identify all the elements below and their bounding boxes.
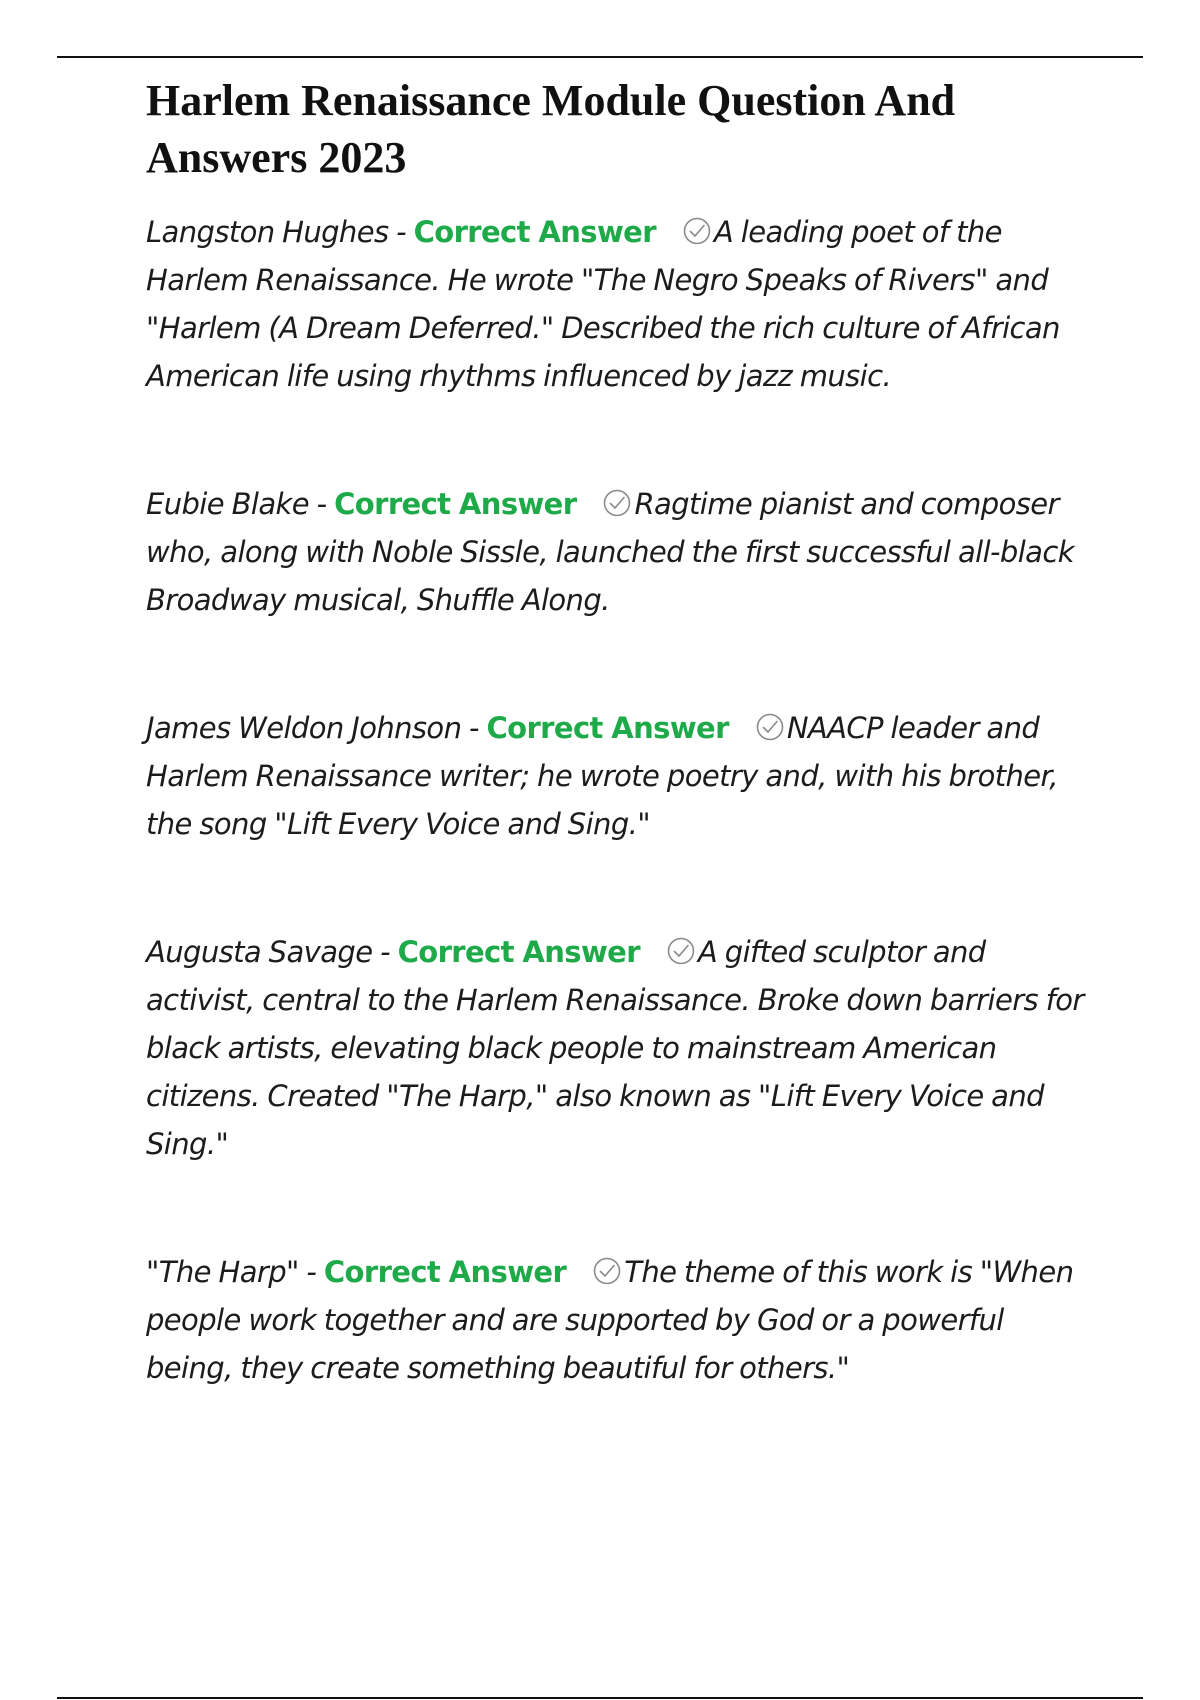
qa-separator: - bbox=[309, 487, 335, 521]
qa-answer: Ragtime pianist and composer who, along with Noble Sissle, launched the first successful all-black Broadway musical, Shuffle Along. bbox=[146, 487, 1074, 617]
qa-item bbox=[146, 928, 1096, 1168]
qa-term: Eubie Blake bbox=[146, 487, 309, 521]
check-circle-icon bbox=[666, 936, 696, 966]
qa-answer: A leading poet of the Harlem Renaissance. He wrote "The Negro Speaks of Rivers" and "Harlem (A Dream Deferred." Described the rich culture of African American life using rhythms influenced by jazz music. bbox=[146, 215, 1060, 393]
qa-item bbox=[146, 480, 1096, 624]
qa-term: "The Harp" bbox=[146, 1255, 299, 1289]
qa-answer: NAACP leader and Harlem Renaissance writer; he wrote poetry and, with his brother, the song "Lift Every Voice and Sing." bbox=[146, 711, 1058, 841]
check-circle-icon bbox=[755, 712, 785, 742]
correct-answer-label: Correct Answer bbox=[334, 487, 577, 521]
qa-answer: A gifted sculptor and activist, central to the Harlem Renaissance. Broke down barriers for black artists, elevating black people to mainstream American citizens. Created "The Harp," also known as "Lift Every Voice and Sing." bbox=[146, 935, 1084, 1161]
correct-answer-label: Correct Answer bbox=[397, 935, 640, 969]
qa-separator: - bbox=[372, 935, 398, 969]
correct-answer-label: Correct Answer bbox=[323, 1255, 567, 1289]
qa-item bbox=[146, 704, 1096, 848]
check-circle-icon bbox=[592, 1256, 622, 1286]
qa-term: James Weldon Johnson bbox=[146, 711, 462, 745]
qa-separator: - bbox=[298, 1255, 324, 1289]
document-title: Harlem Renaissance Module Question And Answers 2023 bbox=[146, 76, 956, 182]
qa-separator: - bbox=[461, 711, 487, 745]
qa-answer: The theme of this work is "When people work together and are supported by God or a powerful being, they create something beautiful for others." bbox=[146, 1255, 1074, 1385]
document-body bbox=[146, 72, 1096, 1392]
top-divider bbox=[57, 56, 1143, 58]
qa-item bbox=[146, 208, 1096, 400]
qa-term: Langston Hughes bbox=[146, 215, 389, 249]
qa-item bbox=[146, 1248, 1096, 1392]
correct-answer-label: Correct Answer bbox=[486, 711, 729, 745]
qa-list bbox=[146, 208, 1096, 1392]
bottom-divider bbox=[57, 1697, 1143, 1699]
correct-answer-label: Correct Answer bbox=[413, 215, 656, 249]
qa-separator: - bbox=[388, 215, 414, 249]
check-circle-icon bbox=[682, 216, 712, 246]
check-circle-icon bbox=[602, 488, 632, 518]
qa-term: Augusta Savage bbox=[146, 935, 373, 969]
